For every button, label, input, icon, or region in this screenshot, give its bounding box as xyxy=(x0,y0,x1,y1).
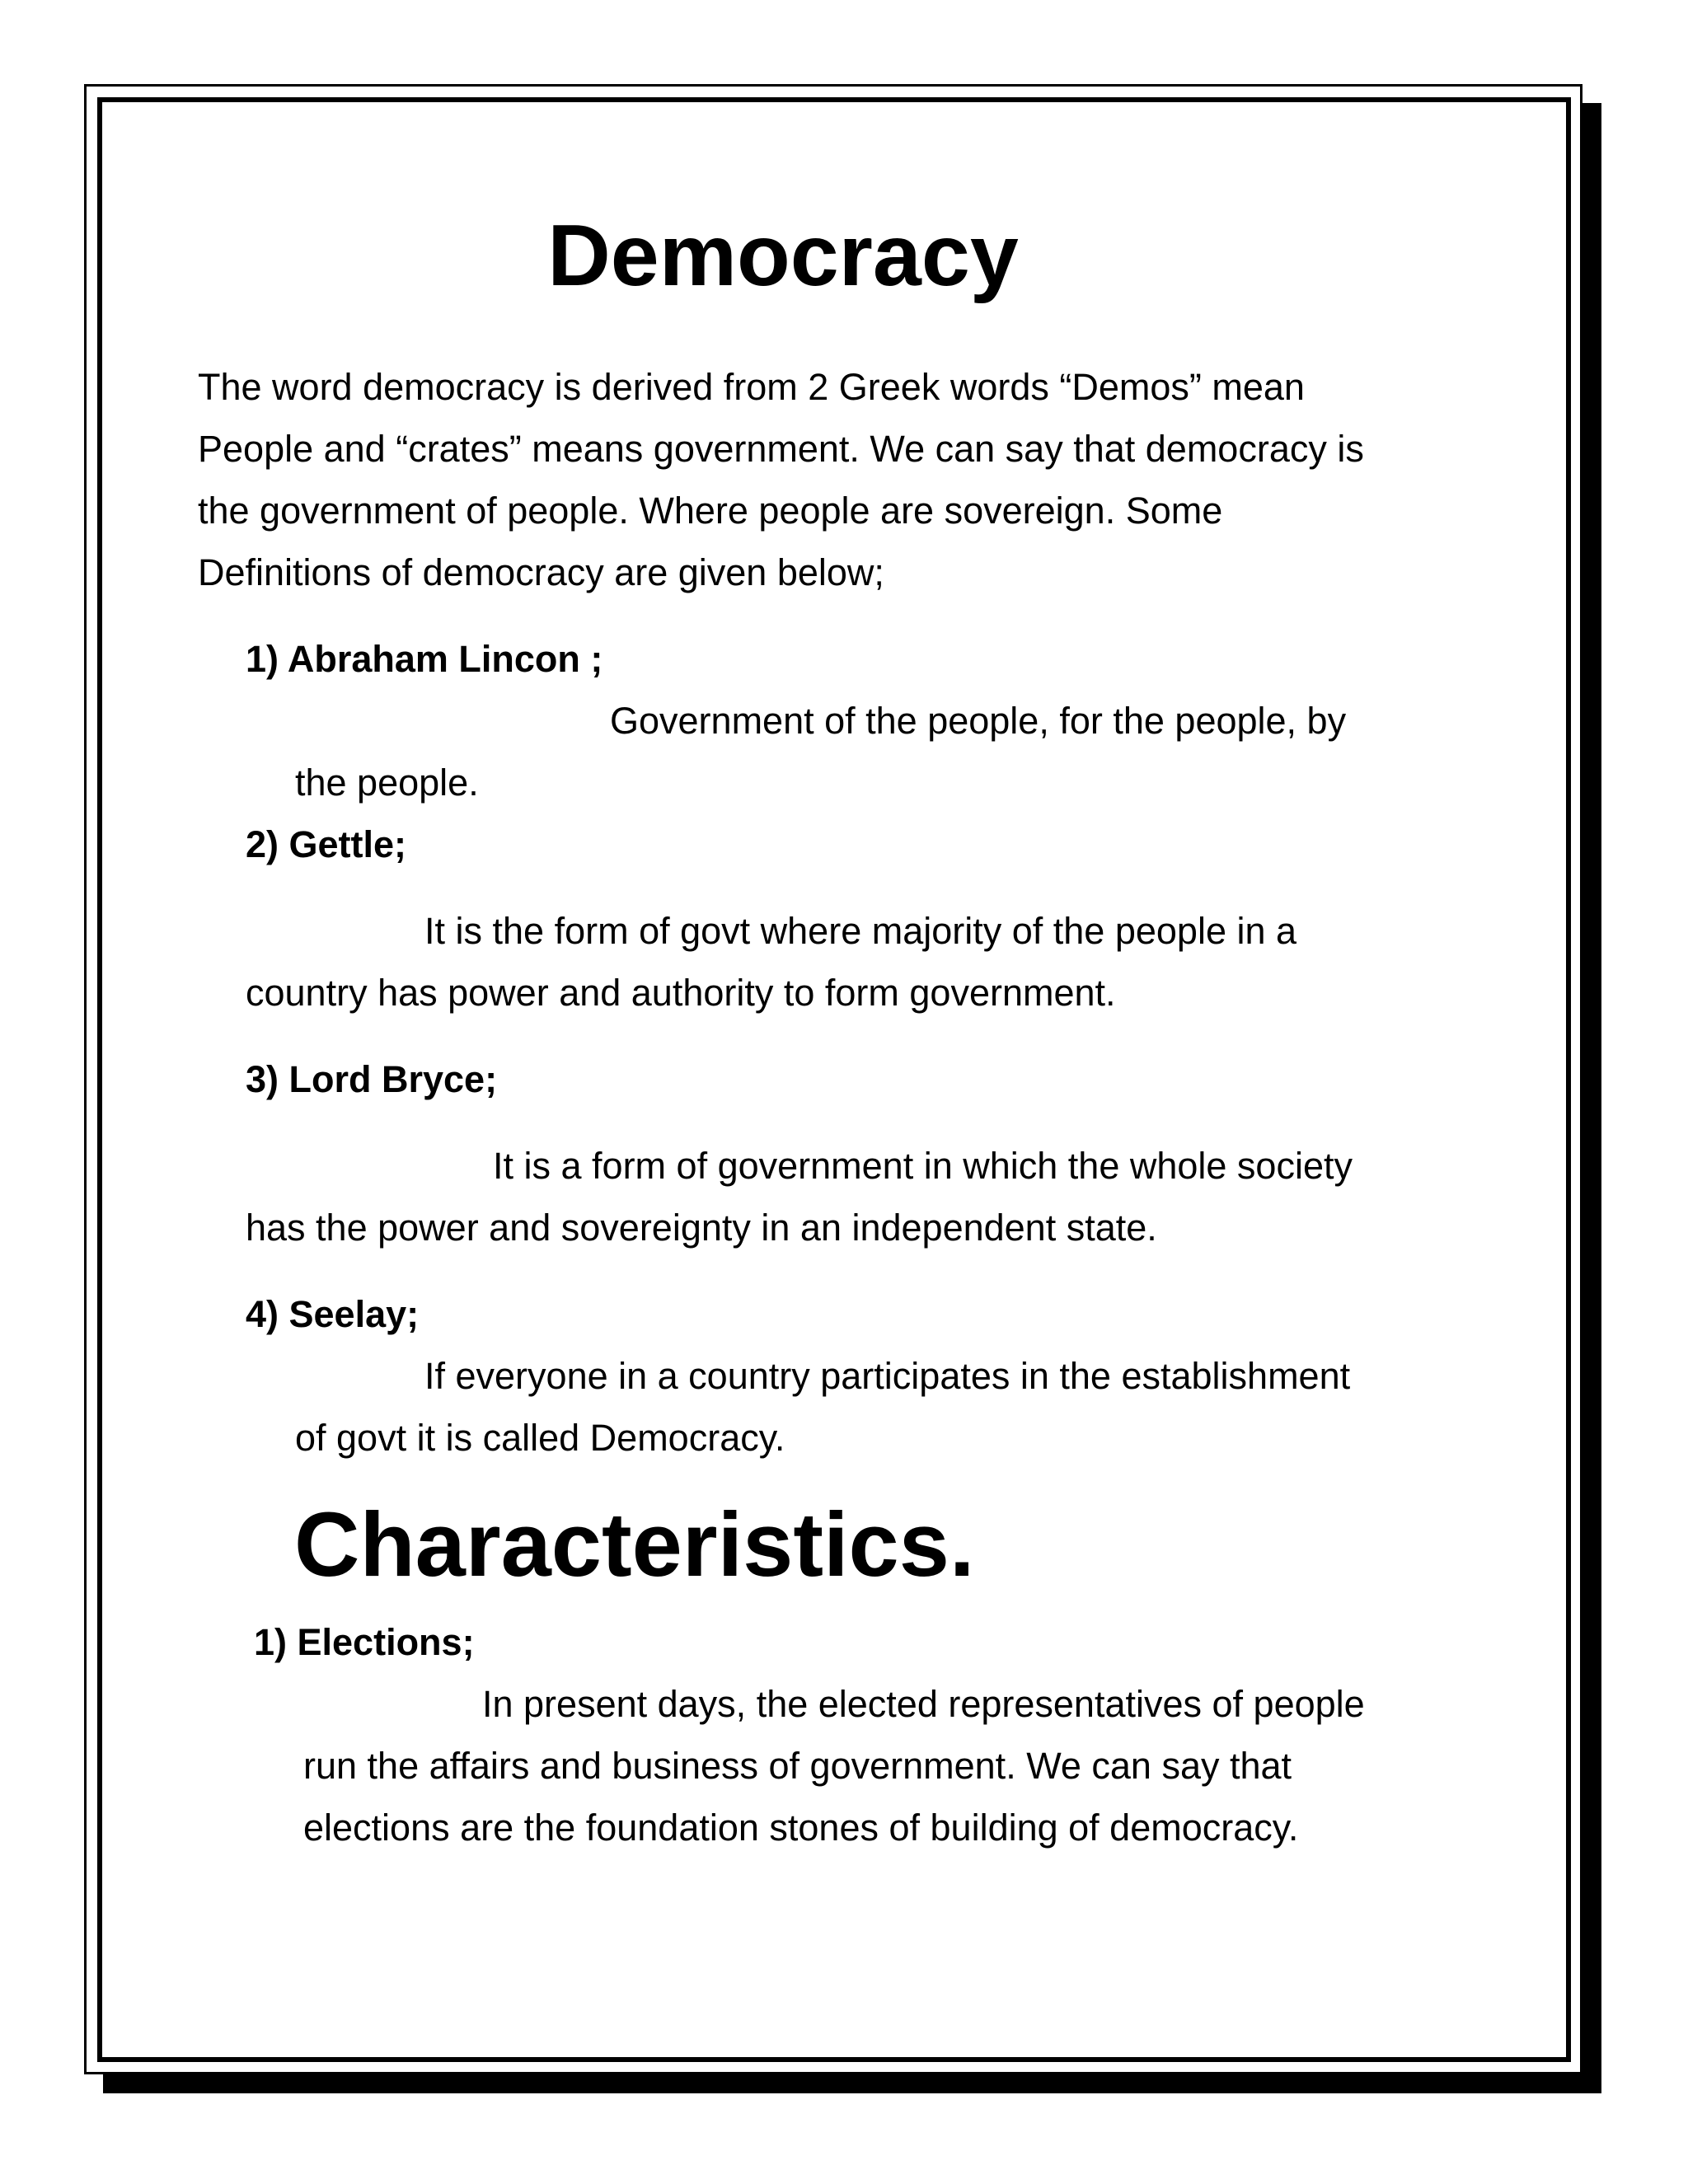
definition-text-lincon-line-2: the people. xyxy=(295,762,479,804)
definition-text-lincon-line-1: Government of the people, for the people, by xyxy=(610,700,1347,742)
characteristic-text-elections-line-1: In present days, the elected representatives of people xyxy=(482,1683,1365,1725)
characteristic-text-elections-line-2: run the affairs and business of government. We can say that xyxy=(303,1745,1292,1787)
document-title: Democracy xyxy=(547,207,1019,304)
characteristic-text-elections-line-3: elections are the foundation stones of building of democracy. xyxy=(303,1807,1299,1849)
definition-heading-bryce: 3) Lord Bryce; xyxy=(246,1058,498,1100)
intro-line-1: The word democracy is derived from 2 Greek words “Demos” mean xyxy=(198,366,1305,408)
definition-text-gettle-line-1: It is the form of govt where majority of the people in a xyxy=(424,910,1297,952)
definition-text-seelay-line-1: If everyone in a country participates in the establishment xyxy=(424,1355,1351,1397)
definition-text-gettle-line-2: country has power and authority to form government. xyxy=(246,972,1116,1014)
definition-text-seelay-line-2: of govt it is called Democracy. xyxy=(295,1417,785,1459)
characteristics-heading: Characteristics. xyxy=(294,1494,975,1596)
definition-text-bryce-line-2: has the power and sovereignty in an independent state. xyxy=(246,1207,1157,1249)
intro-line-3: the government of people. Where people are sovereign. Some xyxy=(198,490,1223,532)
intro-line-4: Definitions of democracy are given below; xyxy=(198,551,884,593)
definition-heading-seelay: 4) Seelay; xyxy=(246,1293,420,1335)
definition-heading-lincon: 1) Abraham Lincon ; xyxy=(246,638,603,680)
definition-text-bryce-line-1: It is a form of government in which the whole society xyxy=(493,1145,1353,1187)
definition-heading-gettle: 2) Gettle; xyxy=(246,823,407,865)
intro-line-2: People and “crates” means government. We can say that democracy is xyxy=(198,428,1364,470)
characteristic-heading-elections: 1) Elections; xyxy=(254,1621,475,1663)
